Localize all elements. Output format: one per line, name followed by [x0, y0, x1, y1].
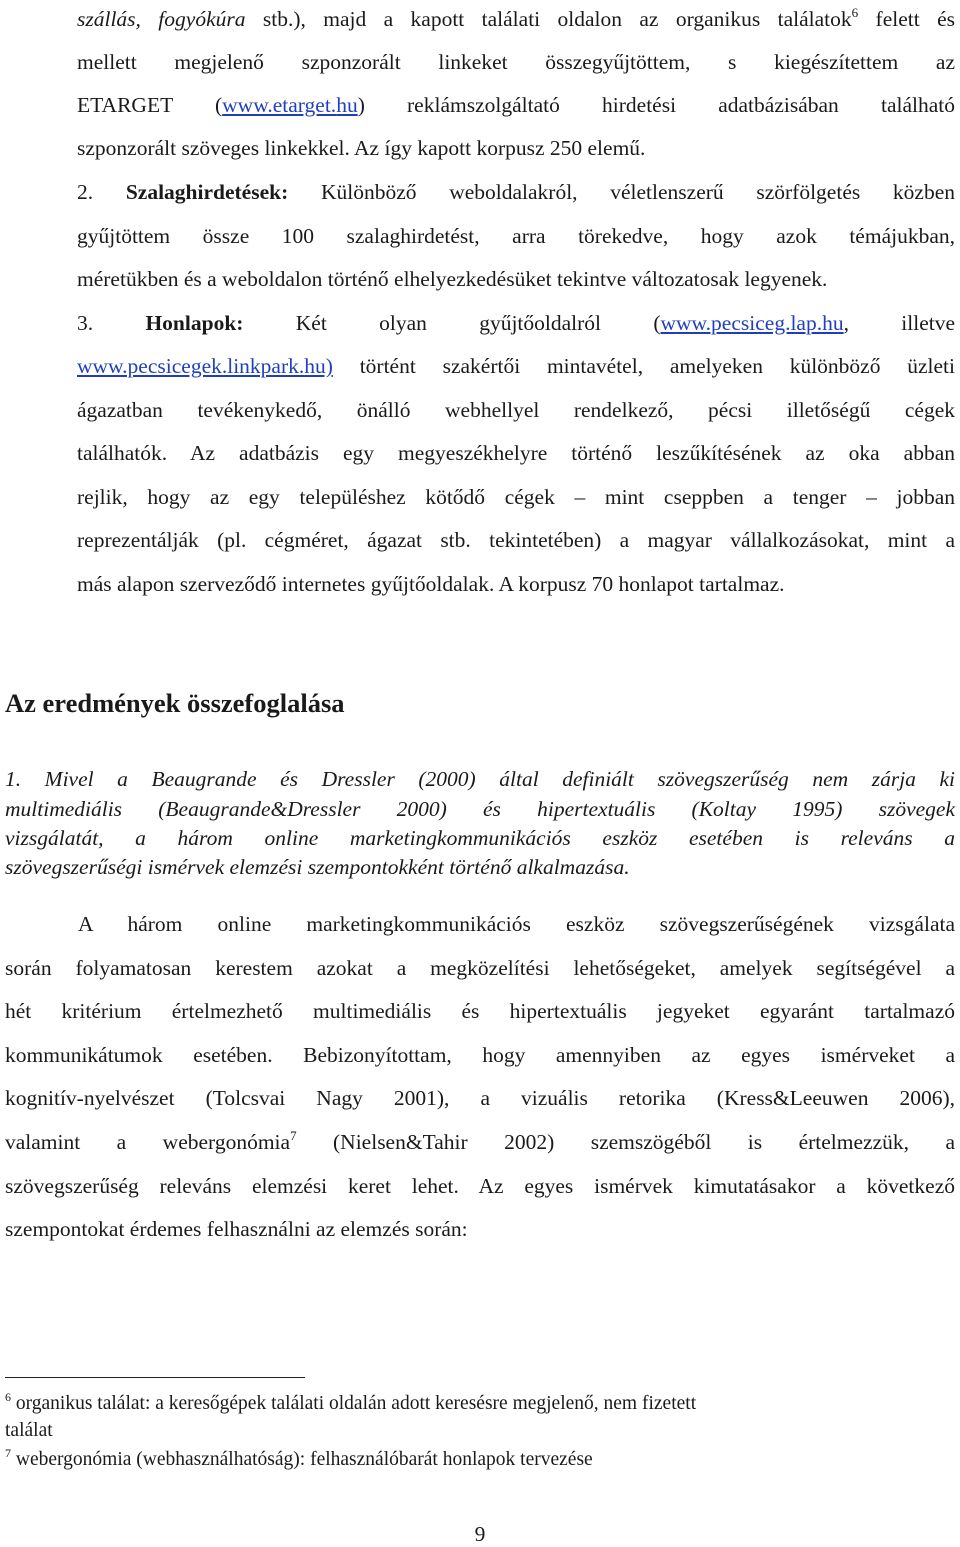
list-item-3-line-1: 3. Honlapok: Két olyan gyűjtőoldalról (www.pecsiceg.lap.hu, illetve [77, 311, 956, 335]
list-item-3-line-2: www.pecsicegek.linkpark.hu) történt szakértői mintavétel, amelyeken különböző üzleti [77, 354, 955, 378]
body-para-line-4: kommunikátumok esetében. Bebizonyítottam, hogy amennyiben az egyes ismérveket a [5, 1043, 955, 1067]
list-item-3-line-6: reprezentálják (pl. cégméret, ágazat stb. tekintetében) a magyar vállalkozásokat, mint a [77, 528, 955, 552]
list-item-3-line-4: találhatók. Az adatbázis egy megyeszékhelyre történő leszűkítésének az oka abban [77, 441, 955, 465]
list-item-2-line-2: gyűjtöttem össze 100 szalaghirdetést, arra törekedve, hogy azok témájukban, [77, 224, 955, 248]
body-para-line-5: kognitív-nyelvészet (Tolcsvai Nagy 2001), a vizuális retorika (Kress&Leeuwen 2006), [5, 1086, 955, 1110]
item-label: Honlapok: [145, 311, 244, 335]
footnote-ref-6[interactable]: 6 [851, 5, 859, 20]
list-item-1-line-4: szponzorált szöveges linkekkel. Az így kapott korpusz 250 elemű. [77, 136, 646, 160]
body-para-line-8: szempontokat érdemes felhasználni az elemzés során: [5, 1217, 468, 1241]
etarget-link[interactable]: www.etarget.hu [222, 93, 358, 117]
body-para-line-7: szövegszerűség releváns elemzési keret lehet. Az egyes ismérvek kimutatásakor a következő [5, 1174, 955, 1198]
pecsiceg-link[interactable]: www.pecsiceg.lap.hu [660, 311, 844, 335]
footnote-divider [5, 1377, 305, 1378]
body-para-line-2: során folyamatosan kerestem azokat a megközelítési lehetőségeket, amelyek segítségével a [5, 956, 955, 980]
list-item-3-line-3: ágazatban tevékenykedő, önálló webhellyel rendelkező, pécsi illetőségű cégek [77, 398, 955, 422]
italic-para-line-3: vizsgálatát, a három online marketingkommunikációs eszköz esetében is releváns a [5, 826, 955, 850]
list-item-2-line-3: méretükben és a weboldalon történő elhelyezkedésüket tekintve változatosak legyenek. [77, 267, 828, 291]
italic-text: szállás, fogyókúra [77, 7, 246, 31]
footnote-number: 6 [5, 1390, 11, 1404]
item-label: Szalaghirdetések: [125, 180, 289, 204]
body-para-line-3: hét kritérium értelmezhető multimediális és hipertextuális jegyeket egyaránt tartalmazó [5, 999, 955, 1023]
list-number: 3. [77, 311, 94, 335]
list-item-2-line-1: 2. Szalaghirdetések: Különböző weboldalakról, véletlenszerű szörfölgetés közben [77, 180, 956, 204]
footnote-7: $^7$ webergonómia (webhasználhatóság): felhasználóbarát honlapok tervezése [5, 1446, 593, 1470]
list-item-1-line-2: mellett megjelenő szponzorált linkeket összegyűjtöttem, s kiegészítettem az [77, 50, 955, 74]
list-item-1-line-1: szállás, fogyókúra stb.), majd a kapott találati oldalon az organikus találatok$^6$ felett és [77, 5, 955, 31]
footnote-ref-7[interactable]: 7 [290, 1128, 297, 1143]
italic-para-line-2: multimediális (Beaugrande&Dressler 2000) és hipertextuális (Koltay 1995) szövegek [5, 797, 955, 821]
section-heading: Az eredmények összefoglalása [5, 688, 345, 718]
footnote-6: $^6$ organikus találat: a keresőgépek találati oldalán adott keresésre megjelenő, nem fizetett [5, 1390, 697, 1414]
body-para-line-1: A három online marketingkommunikációs eszköz szövegszerűségének vizsgálata [78, 912, 955, 936]
body-para-line-6: valamint a webergonómia$^7$ (Nielsen&Tahir 2002) szemszögéből is értelmezzük, a [5, 1128, 955, 1154]
list-item-3-line-7: más alapon szerveződő internetes gyűjtőoldalak. A korpusz 70 honlapot tartalmaz. [77, 572, 785, 596]
list-item-1-line-3: ETARGET (www.etarget.hu) reklámszolgáltató hirdetési adatbázisában található [77, 93, 955, 117]
italic-para-line-1: 1. Mivel a Beaugrande és Dressler (2000) által definiált szövegszerűség nem zárja ki [5, 767, 955, 791]
page-number: 9 [474, 1522, 486, 1546]
list-number: 2. [77, 180, 94, 204]
linkpark-link[interactable]: www.pecsicegek.linkpark.hu) [77, 354, 333, 378]
list-item-3-line-5: rejlik, hogy az egy településhez kötődő cégek – mint cseppben a tenger – jobban [77, 485, 955, 509]
footnote-6-continued: találat [5, 1420, 53, 1441]
footnote-number: 7 [5, 1446, 11, 1460]
italic-para-line-4: szövegszerűségi ismérvek elemzési szempontokként történő alkalmazása. [5, 855, 630, 879]
